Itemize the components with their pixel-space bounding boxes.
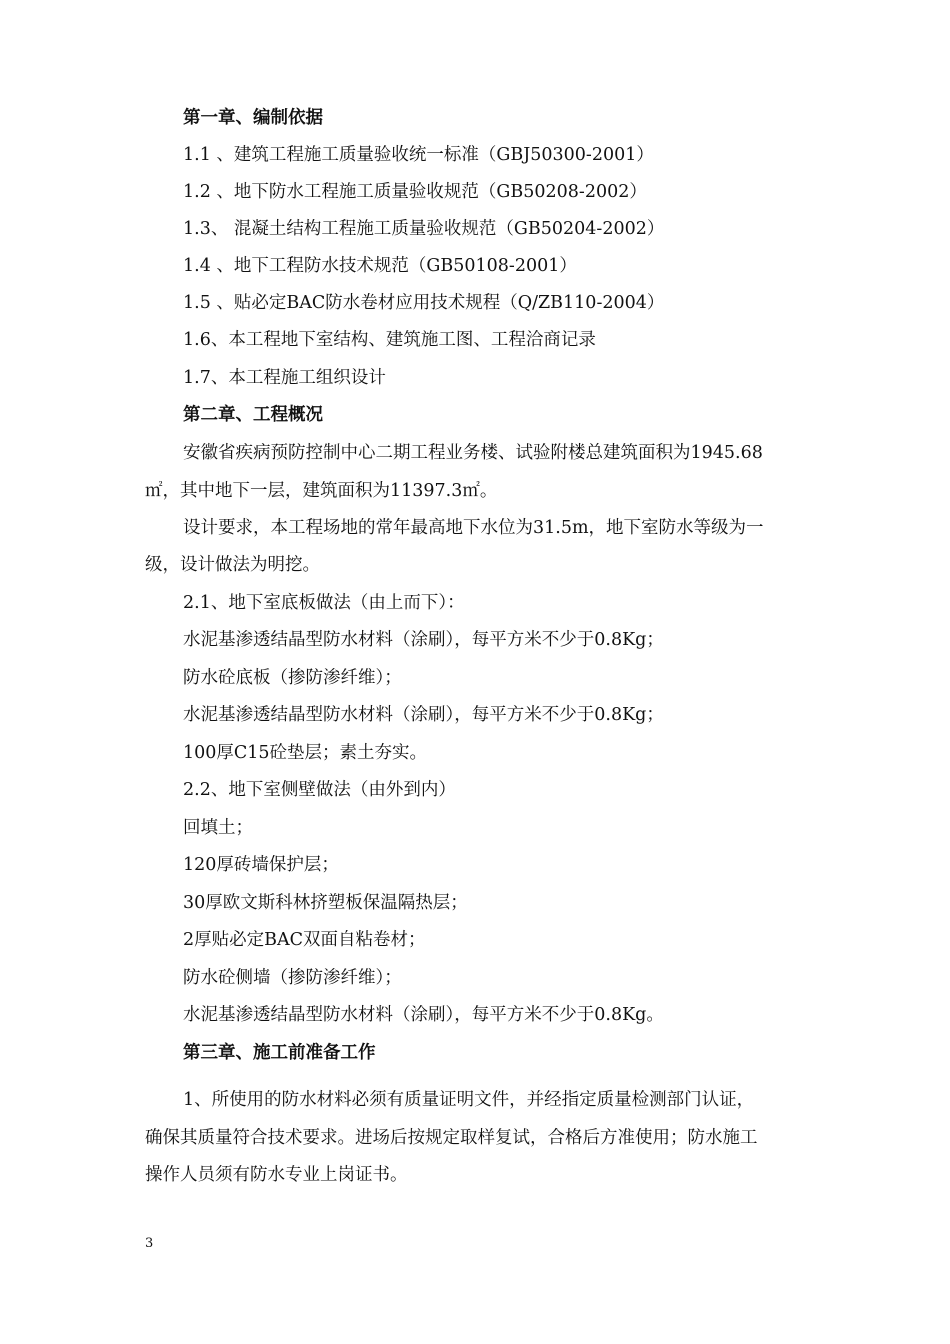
preparation-paragraph-line: 确保其质量符合技术要求。进场后按规定取样复试，合格后方准使用；防水施工 bbox=[145, 1128, 758, 1148]
page-number: 3 bbox=[145, 1236, 154, 1251]
overview-paragraph-line: 安徽省疾病预防控制中心二期工程业务楼、试验附楼总建筑面积为1945.68 bbox=[183, 443, 763, 463]
wall-method-item: 30厚欧文斯科林挤塑板保温隔热层； bbox=[183, 893, 468, 913]
chapter3-title: 第三章、施工前准备工作 bbox=[183, 1043, 376, 1063]
floor-method-item: 防水砼底板（掺防渗纤维）； bbox=[183, 668, 402, 688]
floor-method-item: 水泥基渗透结晶型防水材料（涂刷），每平方米不少于0.8Kg； bbox=[183, 630, 664, 650]
chapter2-title: 第二章、工程概况 bbox=[183, 405, 323, 425]
design-paragraph-line: 设计要求，本工程场地的常年最高地下水位为31.5m，地下室防水等级为一 bbox=[183, 518, 764, 538]
wall-method-item: 回填土； bbox=[183, 818, 253, 838]
chapter1-item: 1.5 、贴必定BAC防水卷材应用技术规程（Q/ZB110-2004） bbox=[183, 293, 665, 313]
chapter1-item: 1.4 、地下工程防水技术规范（GB50108-2001） bbox=[183, 256, 577, 276]
design-paragraph-line: 级，设计做法为明挖。 bbox=[145, 555, 320, 575]
wall-method-item: 水泥基渗透结晶型防水材料（涂刷），每平方米不少于0.8Kg。 bbox=[183, 1005, 664, 1025]
chapter1-title: 第一章、编制依据 bbox=[183, 108, 323, 128]
floor-method-title: 2.1、地下室底板做法（由上而下）： bbox=[183, 593, 465, 613]
floor-method-item: 水泥基渗透结晶型防水材料（涂刷），每平方米不少于0.8Kg； bbox=[183, 705, 664, 725]
chapter1-item: 1.7、本工程施工组织设计 bbox=[183, 368, 386, 388]
preparation-paragraph-line: 操作人员须有防水专业上岗证书。 bbox=[145, 1165, 408, 1185]
wall-method-title: 2.2、地下室侧壁做法（由外到内） bbox=[183, 780, 456, 800]
chapter1-item: 1.3、 混凝土结构工程施工质量验收规范（GB50204-2002） bbox=[183, 219, 665, 239]
preparation-paragraph-line: 1、所使用的防水材料必须有质量证明文件，并经指定质量检测部门认证， bbox=[183, 1090, 755, 1110]
chapter1-item: 1.2 、地下防水工程施工质量验收规范（GB50208-2002） bbox=[183, 182, 647, 202]
wall-method-item: 防水砼侧墙（掺防渗纤维）； bbox=[183, 968, 402, 988]
wall-method-item: 120厚砖墙保护层； bbox=[183, 855, 339, 875]
overview-paragraph-line: ㎡，其中地下一层，建筑面积为11397.3㎡。 bbox=[145, 481, 498, 501]
wall-method-item: 2厚贴必定BAC双面自粘卷材； bbox=[183, 930, 426, 950]
chapter1-item: 1.6、本工程地下室结构、建筑施工图、工程洽商记录 bbox=[183, 330, 596, 350]
chapter1-item: 1.1 、建筑工程施工质量验收统一标准（GBJ50300-2001） bbox=[183, 145, 654, 165]
floor-method-item: 100厚C15砼垫层；素土夯实。 bbox=[183, 743, 428, 763]
